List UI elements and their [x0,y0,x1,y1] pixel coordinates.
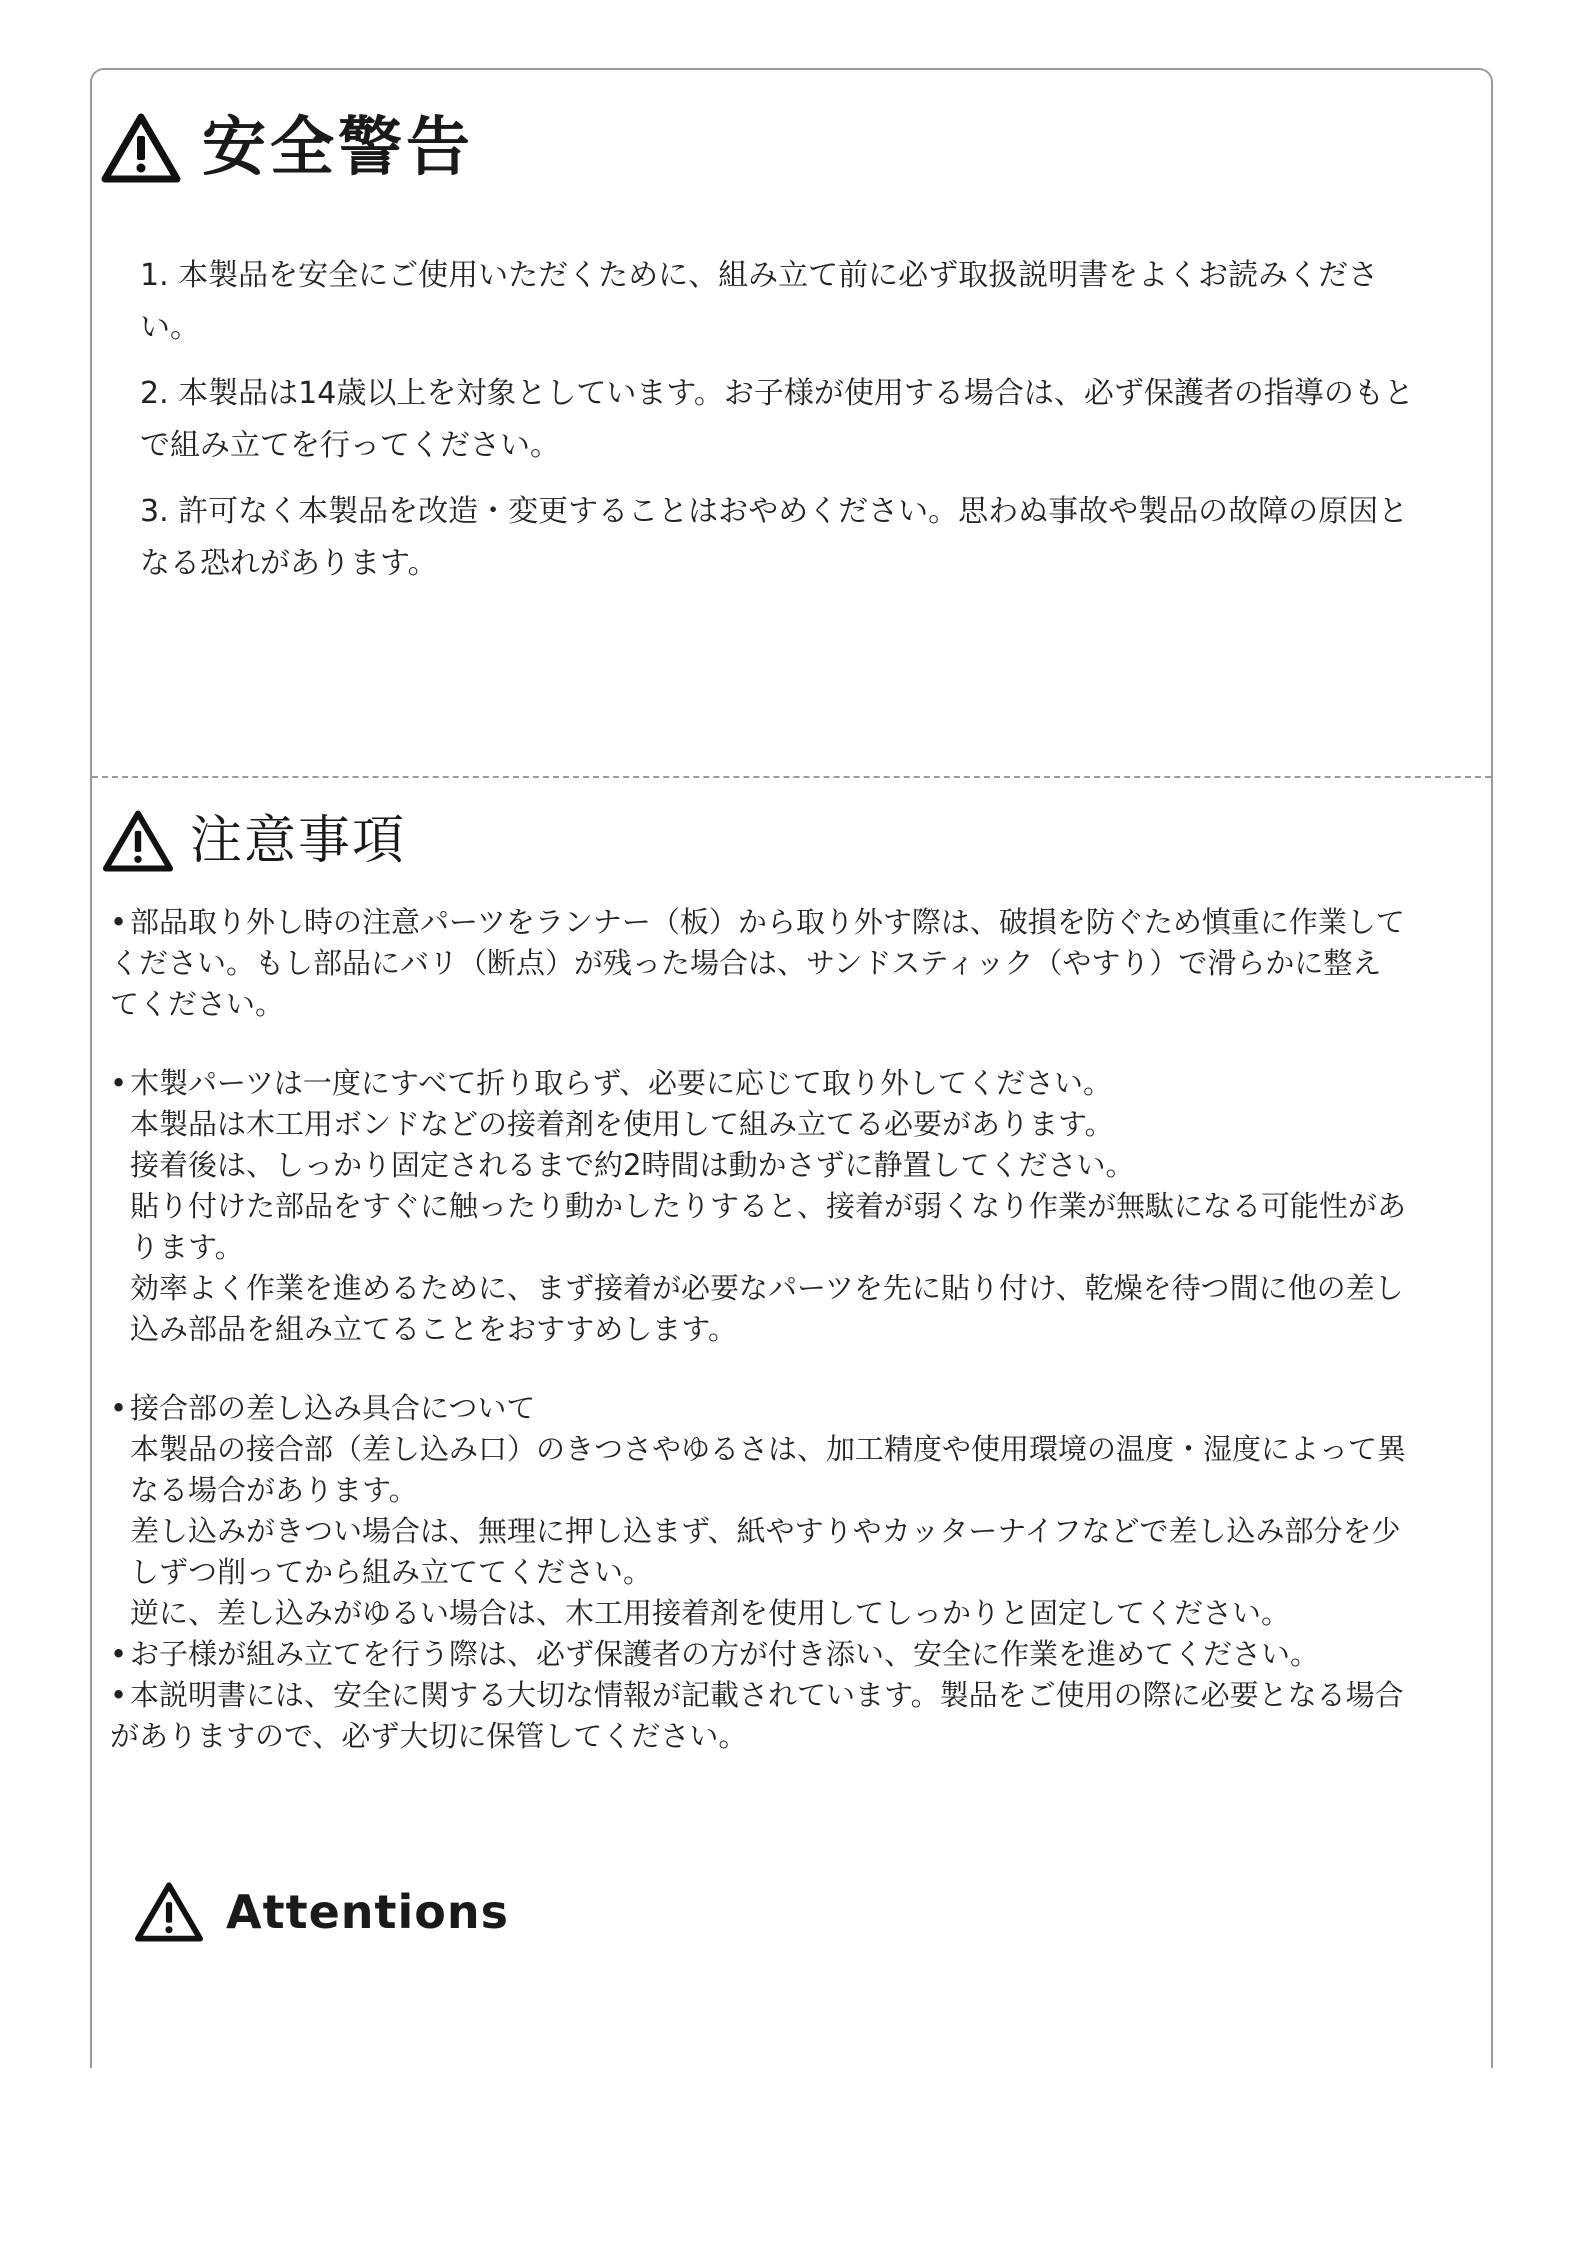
caution-note [110,1388,1410,1634]
safety-warning-list [140,250,1430,604]
safety-item: 1. 本製品を安全にご使用いただくために、組み立て前に必ず取扱説明書をよくお読みください。 [140,258,1379,345]
warning-triangle-icon [100,808,176,874]
warning-triangle-icon [132,1880,206,1944]
safety-item: 2. 本製品は14歳以上を対象としています。お子様が使用する場合は、必ず保護者の指導のもとで組み立てを行ってください。 [140,376,1414,463]
safety-warning-title: 安全警告 [202,111,474,185]
note-text: 貼り付けた部品をすぐに触ったり動かしたりすると、接着が弱くなり作業が無駄になる可能性があります。 [130,1189,1407,1264]
note-text: 差し込みがきつい場合は、無理に押し込まず、紙やすりやカッターナイフなどで差し込み部分を少しずつ削ってから組み立ててください。 [130,1514,1401,1589]
warning-triangle-icon [100,112,182,184]
caution-note [110,1634,1410,1675]
caution-note [110,1063,1410,1350]
dashed-divider [92,776,1491,778]
note-text: • 部品取り外し時の注意パーツをランナー（板）から取り外す際は、破損を防ぐため慎重に作業してください。もし部品にバリ（断点）が残った場合は、サンドスティック（やすり）で滑らかに整えてください。 [110,902,1410,1025]
caution-note [110,1675,1410,1757]
note-text: • 木製パーツは一度にすべて折り取らず、必要に応じて取り外してください。 [110,1063,1410,1104]
note-text: • お子様が組み立てを行う際は、必ず保護者の方が付き添い、安全に作業を進めてください。 [110,1634,1410,1675]
note-text: • 本説明書には、安全に関する大切な情報が記載されています。製品をご使用の際に必要となる場合がありますので、必ず大切に保管してください。 [110,1675,1410,1757]
attentions-title: Attentions [226,1885,510,1939]
cautions-notes [110,902,1410,1757]
caution-note [110,902,1410,1025]
note-text: 本製品の接合部（差し込み口）のきつさやゆるさは、加工精度や使用環境の温度・湿度によって異なる場合があります。 [130,1432,1407,1507]
note-text: 効率よく作業を進めるために、まず接着が必要なパーツを先に貼り付け、乾燥を待つ間に他の差し込み部品を組み立てることをおすすめします。 [130,1271,1404,1346]
note-text: 逆に、差し込みがゆるい場合は、木工用接着剤を使用してしっかりと固定してください。 [130,1596,1291,1630]
safety-item: 3. 許可なく本製品を改造・変更することはおやめください。思わぬ事故や製品の故障の原因となる恐れがあります。 [140,494,1409,581]
safety-warning-header [100,112,474,184]
note-text: • 接合部の差し込み具合について [110,1388,1410,1429]
note-text: 本製品は木工用ボンドなどの接着剤を使用して組み立てる必要があります。 [130,1107,1114,1141]
note-text: 接着後は、しっかり固定されるまで約2時間は動かさずに静置してください。 [130,1148,1135,1182]
attentions-header [132,1880,509,1944]
cautions-title: 注意事項 [190,811,407,871]
cautions-header [100,808,406,874]
